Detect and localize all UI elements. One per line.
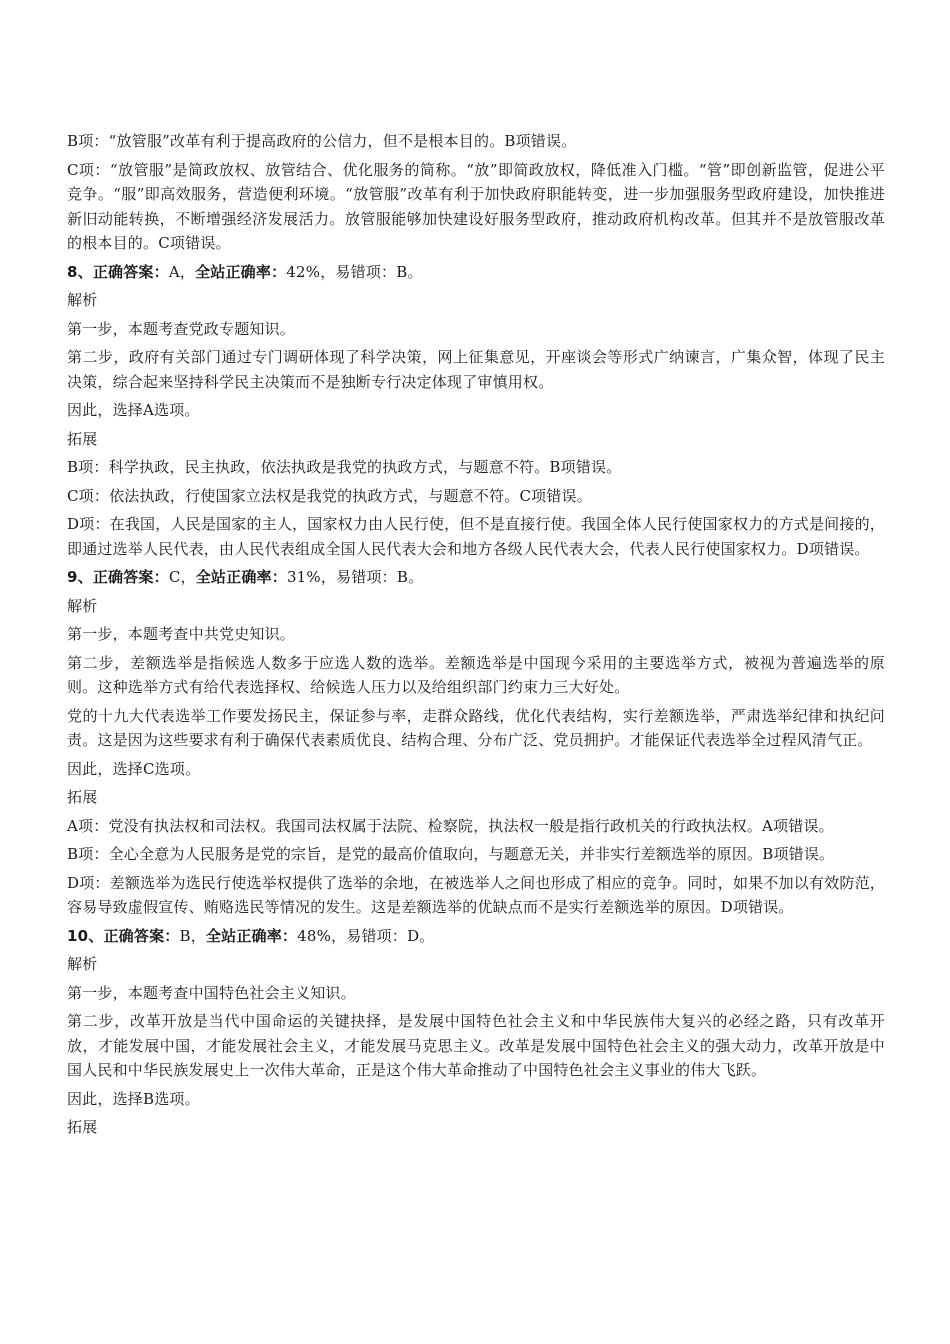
paragraph: C项：依法执政，行使国家立法权是我党的执政方式，与题意不符。C项错误。: [67, 486, 592, 505]
paragraph: 第二步，差额选举是指候选人数多于应选人数的选举。差额选举是中国现今采用的主要选举方式，被视为普遍选举的原则。这种选举方式有给代表选择权、给候选人压力以及给组织部门约束力三大好处。: [67, 653, 885, 696]
rate-value: 42%，易错项：B。: [286, 262, 423, 281]
answer-value: C，: [168, 568, 196, 586]
paragraph: 第一步，本题考查中共党史知识。: [67, 625, 296, 643]
paragraph: B项：全心全意为人民服务是党的宗旨，是党的最高价值取向，与题意无关，并非实行差额选举的原因。B项错误。: [67, 845, 835, 863]
rate-label: 全站正确率：: [205, 926, 298, 945]
answer-value: A，: [168, 262, 196, 281]
section-heading-tuozhan: 拓展: [67, 788, 98, 806]
rate-value: 31%，易错项：B。: [286, 568, 424, 586]
paragraph: 第二步，改革开放是当代中国命运的关键抉择，是发展中国特色社会主义和中华民族伟大复兴的必经之路，只有改革开放，才能发展中国，才能发展社会主义，才能发展马克思主义。改革是发展中国特色社会主义的强大动力，改革开放是中国人民和中华民族发展史上一次伟大革命，正是这个伟大革命推动了中国特色社会主义事业的伟大飞跃。: [67, 1012, 885, 1079]
answer-line-q9: [67, 565, 885, 590]
rate-label: 全站正确率：: [195, 568, 287, 586]
paragraph: A项：党没有执法权和司法权。我国司法权属于法院、检察院，执法权一般是指行政机关的行政执法权。A项错误。: [67, 816, 834, 835]
paragraph: B项：“放管服”改革有利于提高政府的公信力，但不是根本目的。B项错误。: [67, 132, 577, 150]
section-heading-tuozhan: 拓展: [67, 429, 98, 448]
answer-label: 10、正确答案：: [67, 926, 180, 945]
paragraph: B项：科学执政，民主执政，依法执政是我党的执政方式，与题意不符。B项错误。: [67, 458, 622, 476]
rate-label: 全站正确率：: [195, 262, 287, 281]
answer-label: 8、正确答案：: [67, 262, 169, 281]
section-heading-jiexi: 解析: [67, 596, 98, 615]
paragraph: 党的十九大代表选举工作要发扬民主，保证参与率，走群众路线，优化代表结构，实行差额选举，严肃选举纪律和执纪问责。这是因为这些要求有利于确保代表素质优良、结构合理、分布广泛、党员拥护。才能保证代表选举全过程风清气正。: [67, 706, 885, 749]
paragraph: 第一步，本题考查中国特色社会主义知识。: [67, 983, 356, 1002]
paragraph: 因此，选择A选项。: [67, 401, 200, 419]
answer-line-q10: [67, 924, 885, 949]
section-heading-tuozhan: 拓展: [67, 1118, 98, 1136]
paragraph: 第二步，政府有关部门通过专门调研体现了科学决策，网上征集意见，开座谈会等形式广纳谏言，广集众智，体现了民主决策，综合起来坚持科学民主决策而不是独断专行决定体现了审慎用权。: [67, 348, 885, 391]
rate-value: 48%，易错项：D。: [297, 926, 435, 945]
document-body: [67, 129, 885, 1144]
paragraph: D项：在我国，人民是国家的主人，国家权力由人民行使，但不是直接行使。我国全体人民行使国家权力的方式是间接的，即通过选举人民代表，由人民代表组成全国人民代表大会和地方各级人民代表大会，代表人民行使国家权力。D项错误。: [67, 515, 885, 558]
paragraph: 第一步，本题考查党政专题知识。: [67, 319, 296, 338]
answer-value: B，: [179, 926, 206, 945]
paragraph: 因此，选择B选项。: [67, 1089, 200, 1108]
paragraph: D项：差额选举为选民行使选举权提供了选举的余地，在被选举人之间也形成了相应的竞争。同时，如果不加以有效防范，容易导致虚假宣传、贿赂选民等情况的发生。这是差额选举的优缺点而不是实行差额选举的原因。D项错误。: [67, 873, 885, 916]
section-heading-jiexi: 解析: [67, 291, 98, 309]
paragraph: C项：“放管服”是简政放权、放管结合、优化服务的简称。“放”即简政放权，降低准入门槛。“管”即创新监管，促进公平竞争。“服”即高效服务，营造便利环境。“放管服”改革有利于加快政府职能转变，进一步加强服务型政府建设，加快推进新旧动能转换，不断增强经济发展活力。放管服能够加快建设好服务型政府，推动政府机构改革。但其并不是放管服改革的根本目的。C项错误。: [67, 160, 885, 252]
paragraph: 因此，选择C选项。: [67, 759, 201, 778]
answer-line-q8: [67, 260, 885, 285]
answer-label: 9、正确答案：: [67, 568, 169, 586]
section-heading-jiexi: 解析: [67, 955, 98, 973]
